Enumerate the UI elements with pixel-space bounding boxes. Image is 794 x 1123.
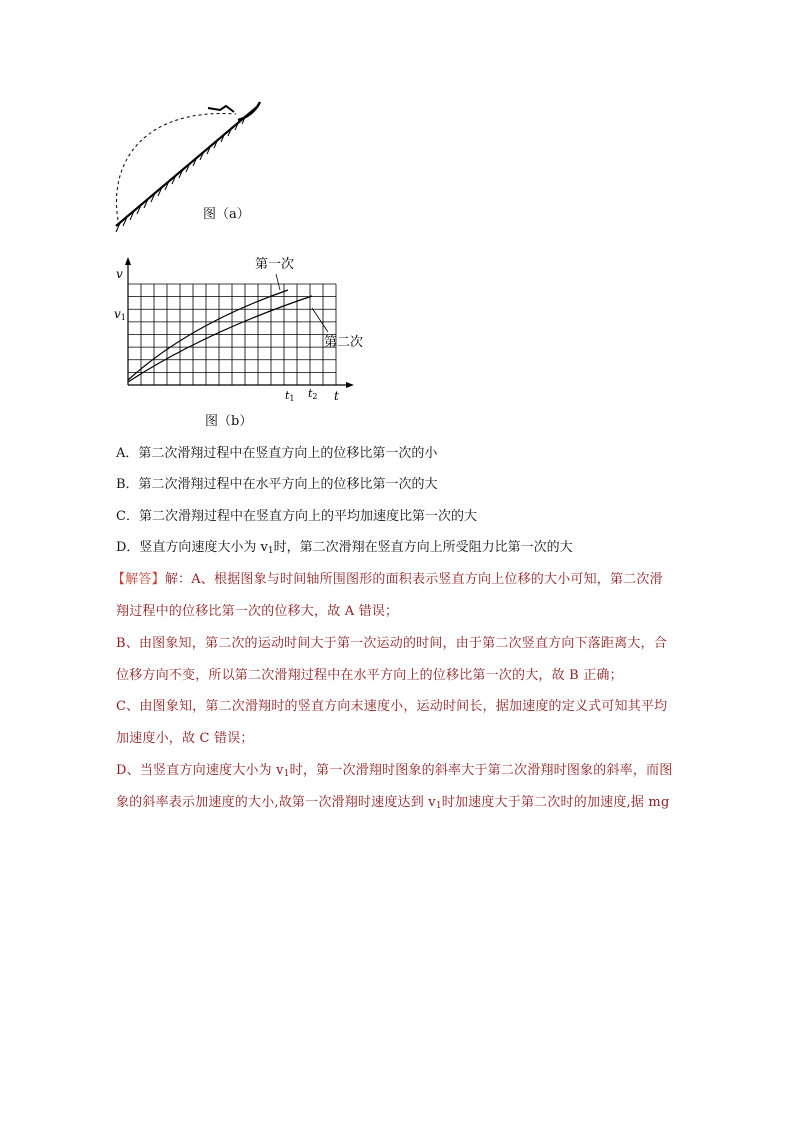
answer-line-1: 【解答】解：A、根据图象与时间轴所围图形的面积表示竖直方向上位移的大小可知，第二次滑 (112, 572, 663, 587)
y-axis-arrow (125, 257, 131, 265)
answer-tag: 【解答】 (112, 572, 165, 587)
legend-second-label: 第二次 (324, 335, 364, 350)
jumper-icon (208, 106, 234, 112)
ramp-top (238, 102, 260, 120)
chart-grid (128, 284, 336, 385)
option-b: B．第二次滑翔过程中在水平方向上的位移比第一次的大 (116, 477, 438, 492)
option-c: C．第二次滑翔过程中在竖直方向上的平均加速度比第一次的大 (116, 509, 477, 524)
answer-line-4: 位移方向不变，所以第二次滑翔过程中在水平方向上的位移比第一次的大，故 B 正确； (116, 668, 623, 683)
answer-line-5: C、由图象知，第二次滑翔时的竖直方向末速度小，运动时间长，据加速度的定义式可知其平均 (116, 699, 668, 714)
figure-b-chart (110, 252, 380, 404)
v1-tick-label: v1 (114, 307, 126, 322)
y-axis-label: v (116, 267, 123, 281)
x-axis-arrow (346, 382, 354, 388)
leader-second (312, 308, 328, 332)
t2-tick-label: t2 (308, 387, 318, 401)
answer-line-2: 翔过程中的位移比第一次的位移大，故 A 错误； (116, 604, 399, 619)
option-d: D．竖直方向速度大小为 $v_1$时，第二次滑翔在竖直方向上所受阻力比第一次的大 (116, 540, 573, 556)
figure-a-caption: 图（a） (203, 207, 250, 222)
x-axis-label: t (334, 389, 339, 403)
answer-line-8: 象的斜率表示加速度的大小,故第一次滑翔时速度达到 $v_1$时加速度大于第二次时的加速度,据 mg (116, 795, 670, 811)
leader-first (276, 274, 280, 290)
option-a: A．第二次滑翔过程中在竖直方向上的位移比第一次的小 (116, 446, 438, 461)
answer-line-3: B、由图象知，第二次的运动时间大于第一次运动的时间，由于第二次竖直方向下落距离大，合 (116, 636, 667, 651)
answer-line-7: D、当竖直方向速度大小为 $v_1$时，第一次滑翔时图象的斜率大于第二次滑翔时图象的斜率，而图 (116, 763, 673, 779)
answer-line-6: 加速度小，故 C 错误； (116, 731, 254, 746)
t1-tick-label: t1 (285, 389, 295, 403)
figure-b-caption: 图（b） (205, 414, 253, 429)
legend-first-label: 第一次 (255, 257, 295, 272)
